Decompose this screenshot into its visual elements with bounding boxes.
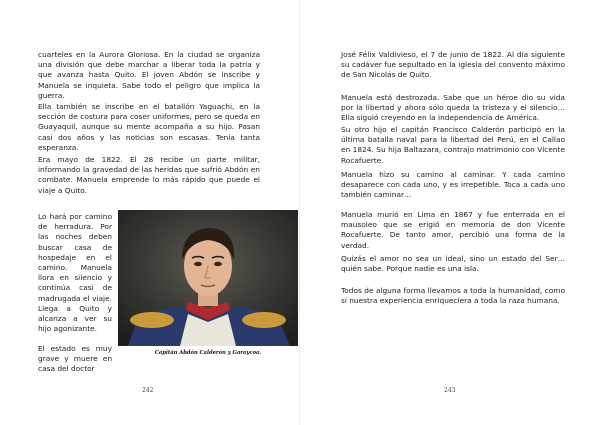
left-paragraph-3: Era mayo de 1822. El 28 recibe un parte militar, informando la gravedad de las heridas que sufrió Abdón en combate. Manuela emprende lo más rápido que puede el viaje a Quito.	[38, 155, 260, 195]
right-paragraph-5: Manuela murió en Lima en 1867 y fue enterrada en el mausoleo que se erigió en memoria de don Vicente Rocafuerte. De tanto amor, percibió una forma de la verdad.	[341, 210, 565, 250]
portrait-caption: Capitán Abdón Calderón y Garaycoa.	[154, 350, 262, 356]
page-number-right: 243	[444, 387, 456, 394]
right-paragraph-6: Quizás el amor no sea un ideal, sino un estado del Ser… quién sabe. Porque nadie es una isla.	[341, 254, 565, 274]
page-number-left: 242	[142, 387, 154, 394]
right-page	[300, 0, 600, 425]
right-paragraph-3: Su otro hijo el capitán Francisco Calderón participó en la última batalla naval para la libertad del Perú, en el Callao en 1824. Su hija Baltazara, contrajo matrimonio con Vicente Rocafuerte.	[341, 125, 565, 165]
portrait-image	[118, 210, 298, 346]
left-paragraph-5: El estado es muy grave y muere en casa del doctor	[38, 344, 112, 374]
left-paragraph-2: Ella también se inscribe en el batallón Yaguachi, en la sección de costura para coser uniformes, pero se queda en Guayaquil, aunque su mente acompaña a su hijo. Pasan casi dos años y las noticias son escasas. Tenía tanta esperanza.	[38, 102, 260, 152]
right-paragraph-2: Manuela está destrozada. Sabe que un héroe dio su vida por la libertad y ahora sólo queda la tristeza y el silencio… Ella siguió creyendo en la independencia de América.	[341, 93, 565, 123]
left-paragraph-4: Lo hará por camino de herradura. Por las noches deben buscar casa de hospedaje en el camino. Manuela llora en silencio y continúa casi de madrugada el viaje. Llega a Quito y alcanza a ver su hijo agonizante.	[38, 212, 112, 334]
right-paragraph-7: Todos de alguna forma llevamos a toda la humanidad, como si nuestra experiencia enriqueciera a toda la raza humana.	[341, 286, 565, 306]
right-paragraph-1: José Félix Valdivieso, el 7 de junio de 1822. Al día siguiente su cadáver fue sepultado en la iglesia del convento máximo de San Nicolás de Quito.	[341, 50, 565, 80]
left-paragraph-1: cuarteles en la Aurora Gloriosa. En la ciudad se organiza una división que debe marchar a liberar toda la patria y que avanza hasta Quito. El joven Abdón se inscribe y Manuela se inquieta. Sabe todo el peligro que implica la guerra.	[38, 50, 260, 100]
right-paragraph-4: Manuela hizo su camino al caminar. Y cada camino desaparece con cada uno, y es irrepetible. Toca a cada uno también caminar…	[341, 170, 565, 200]
